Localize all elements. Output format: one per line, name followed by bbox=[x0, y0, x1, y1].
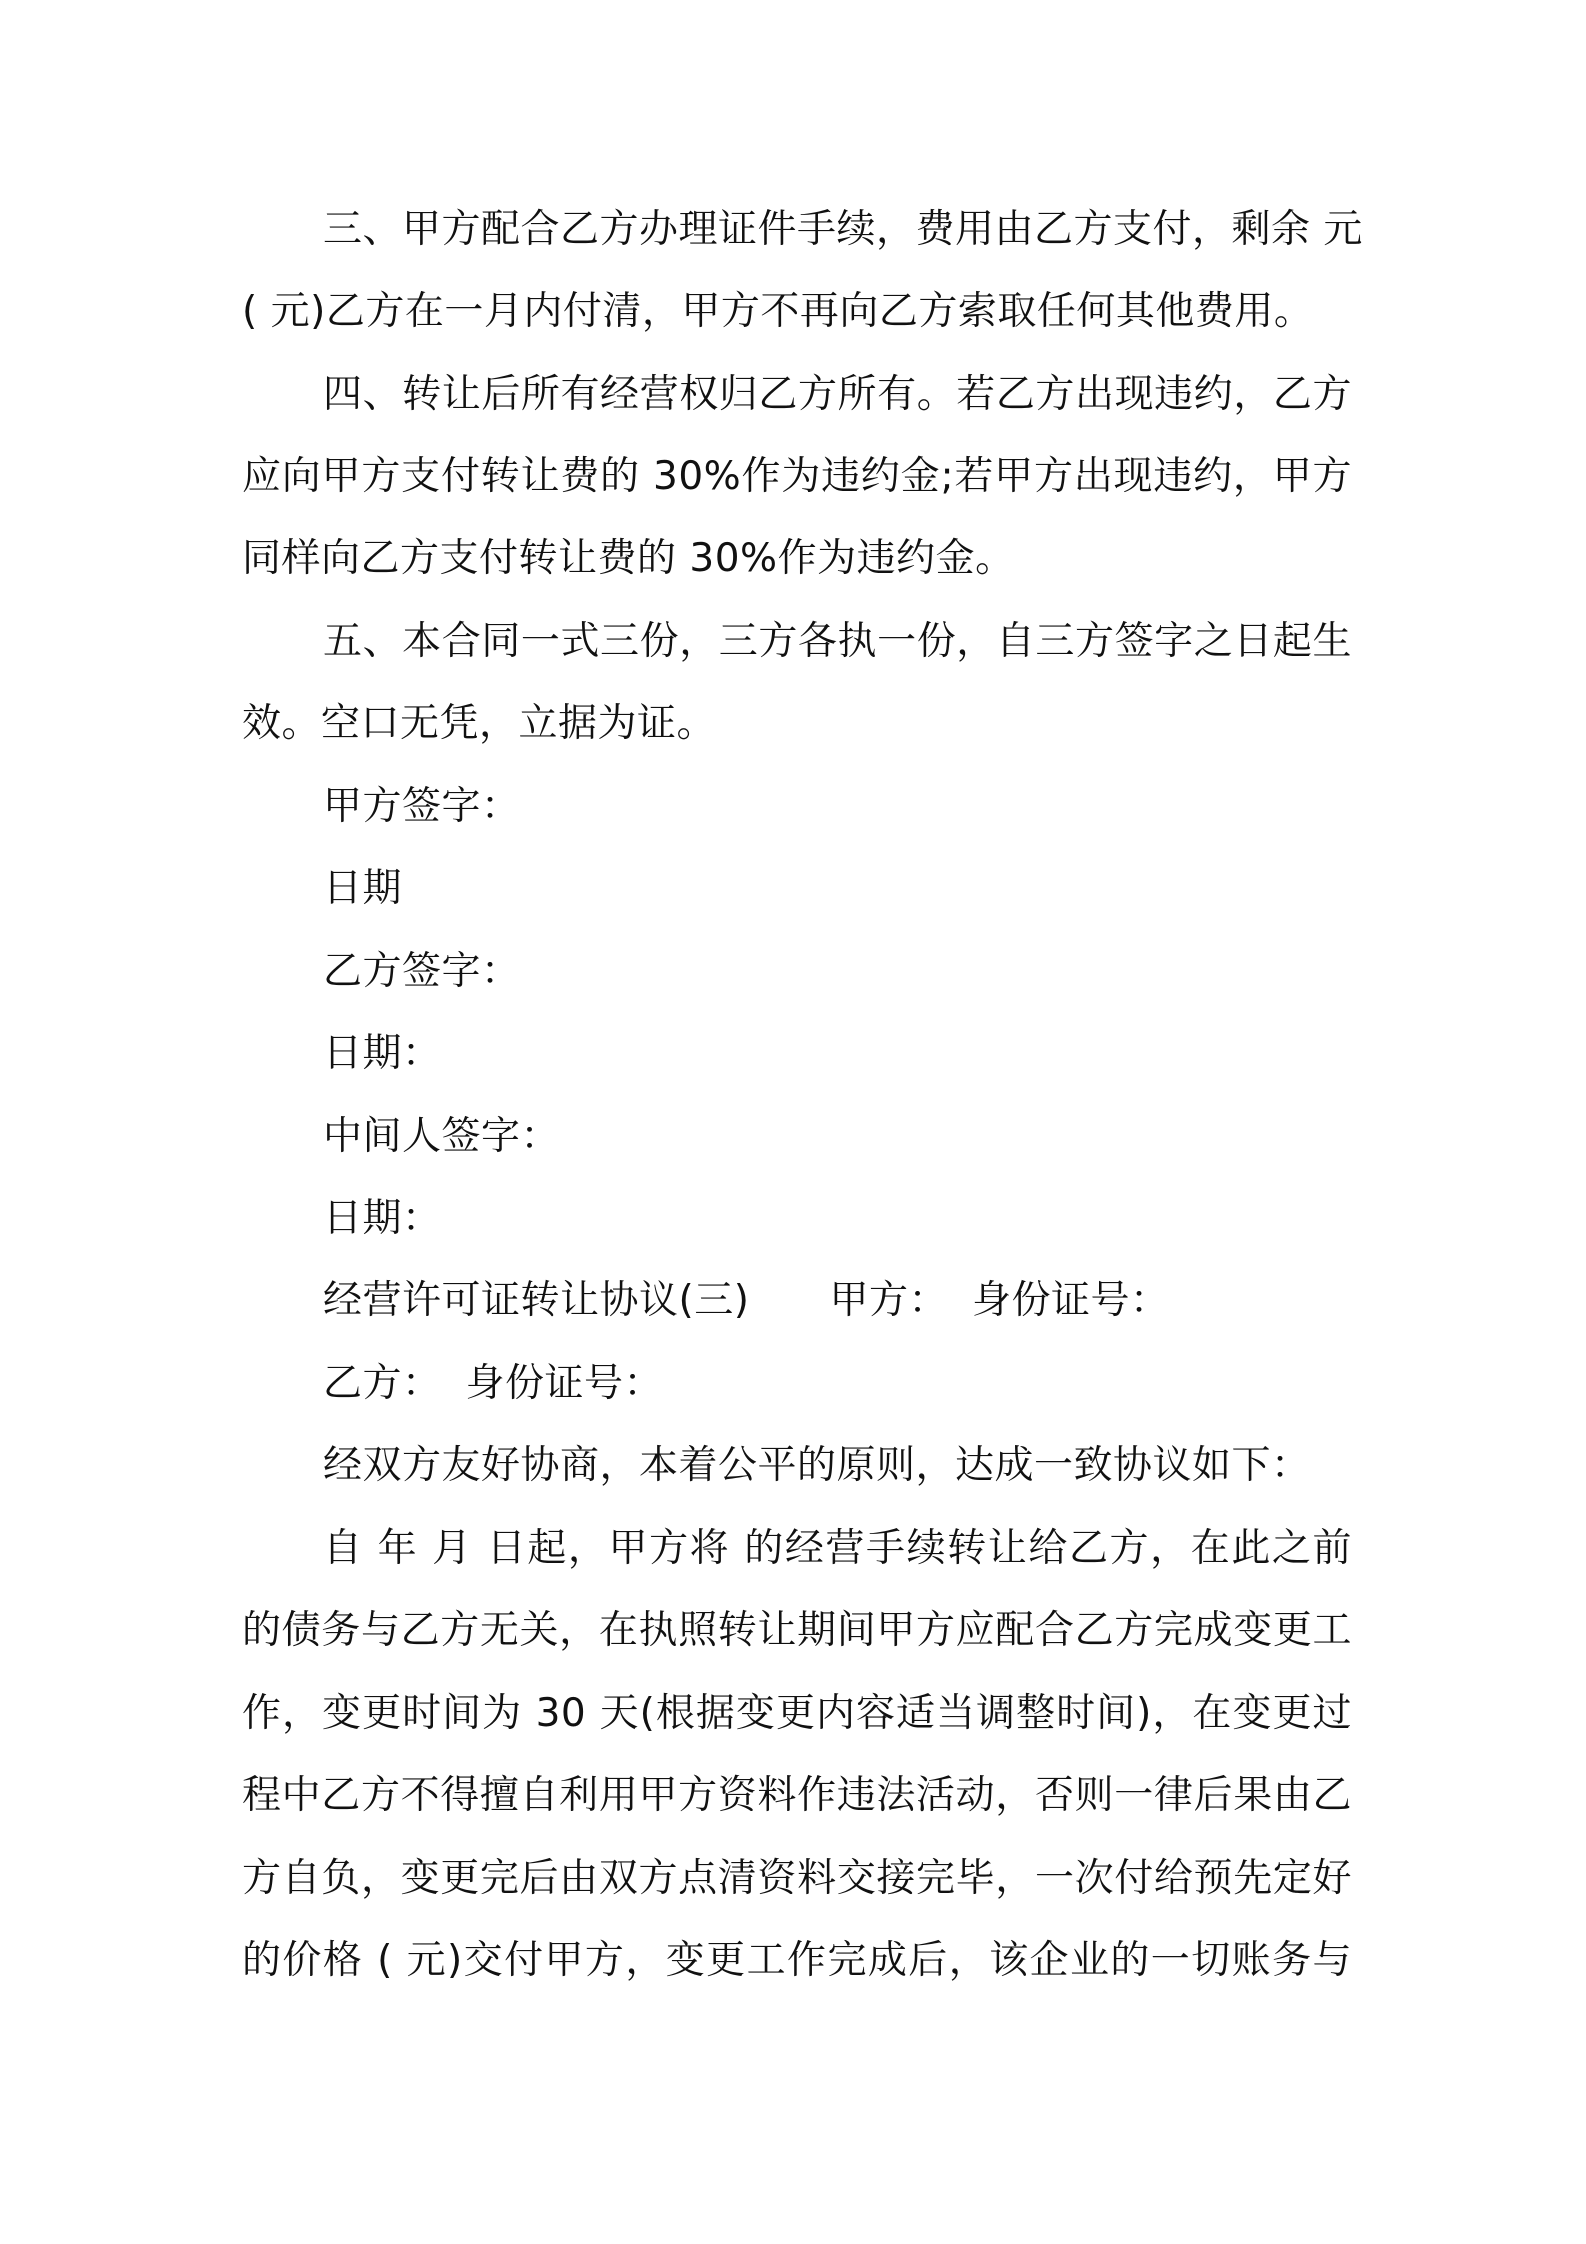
transfer-clause-line-6: 的价格 ( 元)交付甲方，变更工作完成后，该企业的一切账务与 bbox=[242, 1938, 1352, 1983]
party-a-label: 甲方： bbox=[829, 1278, 948, 1323]
transfer-clause-line-2: 的债务与乙方无关，在执照转让期间甲方应配合乙方完成变更工 bbox=[242, 1608, 1352, 1653]
party-b-date-label: 日期： bbox=[323, 1031, 442, 1076]
transfer-clause-line-1: 自 年 月 日起，甲方将 的经营手续转让给乙方，在此之前 bbox=[323, 1526, 1352, 1571]
party-b-row bbox=[323, 1360, 663, 1408]
party-a-id-label: 身份证号： bbox=[971, 1278, 1170, 1323]
clause-5-line-1: 五、本合同一式三份，三方各执一份，自三方签字之日起生 bbox=[323, 619, 1352, 664]
transfer-clause-line-3: 作，变更时间为 30 天(根据变更内容适当调整时间)，在变更过 bbox=[242, 1691, 1352, 1736]
party-b-id-label: 身份证号： bbox=[465, 1361, 664, 1406]
intermediary-signature-label: 中间人签字： bbox=[323, 1114, 561, 1159]
party-b-label: 乙方： bbox=[323, 1361, 442, 1406]
agreement-intro: 经双方友好协商，本着公平的原则，达成一致协议如下： bbox=[323, 1443, 1311, 1488]
party-a-signature-label: 甲方签字： bbox=[323, 784, 521, 829]
clause-3-line-2: ( 元)乙方在一月内付清，甲方不再向乙方索取任何其他费用。 bbox=[242, 289, 1314, 334]
transfer-clause-line-4: 程中乙方不得擅自利用甲方资料作违法活动，否则一律后果由乙 bbox=[242, 1773, 1352, 1818]
clause-4-line-1: 四、转让后所有经营权归乙方所有。若乙方出现违约，乙方 bbox=[323, 372, 1352, 417]
intermediary-date-label: 日期： bbox=[323, 1196, 442, 1241]
party-a-date-label: 日期 bbox=[323, 866, 403, 911]
clause-4-line-3: 同样向乙方支付转让费的 30%作为违约金。 bbox=[242, 536, 1015, 581]
clause-3-line-1: 三、甲方配合乙方办理证件手续，费用由乙方支付，剩余 元 bbox=[323, 207, 1363, 252]
clause-5-line-2: 效。空口无凭，立据为证。 bbox=[242, 701, 717, 746]
clause-4-line-2: 应向甲方支付转让费的 30%作为违约金;若甲方出现违约，甲方 bbox=[242, 454, 1352, 499]
party-b-signature-label: 乙方签字： bbox=[323, 949, 521, 994]
agreement-heading-row bbox=[323, 1277, 1169, 1325]
agreement-title: 经营许可证转让协议(三) bbox=[323, 1278, 750, 1323]
transfer-clause-line-5: 方自负，变更完后由双方点清资料交接完毕，一次付给预先定好 bbox=[242, 1856, 1352, 1901]
